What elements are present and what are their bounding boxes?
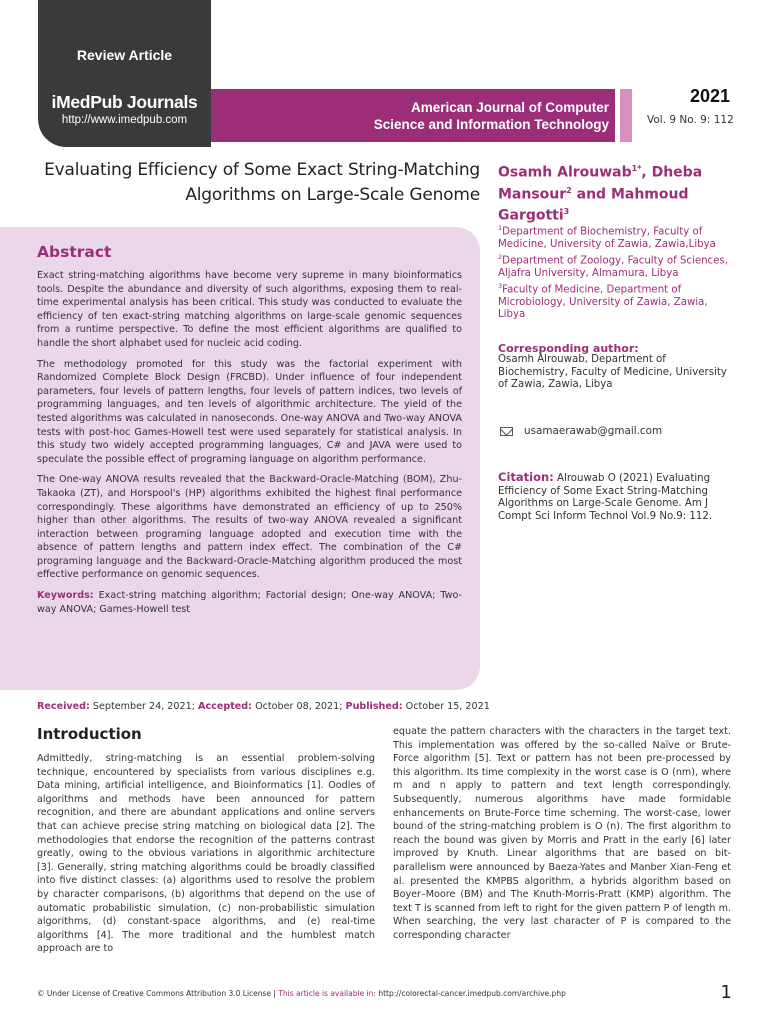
received-date: September 24, 2021; — [92, 701, 195, 712]
introduction-heading: Introduction — [37, 725, 142, 743]
available-url[interactable]: http://colorectal-cancer.imedpub.com/archive.php — [378, 989, 566, 998]
author-list: Osamh Alrouwab$^{1*}$, Dheba Mansour$^2$ and Mahmoud Gargotti$^3$ — [498, 164, 703, 224]
keywords-text: Exact-string matching algorithm; Factorial design; One-way ANOVA; Two-way ANOVA; Games-Howell test — [37, 590, 462, 615]
received-label: Received: — [37, 701, 90, 712]
brand-url[interactable]: http://www.imedpub.com — [61, 114, 188, 126]
affiliation-sup: 2 — [498, 252, 503, 261]
affiliation-item — [498, 280, 738, 321]
author-name: Dheba Mansour — [498, 164, 703, 203]
affiliation-text: Faculty of Medicine, Department of Microbiology, University of Zawia, Zawia, Libya — [498, 284, 708, 320]
accepted-date: October 08, 2021; — [255, 701, 343, 712]
mail-icon — [500, 426, 513, 437]
journal-brand-panel — [38, 0, 211, 147]
page-number: 1 — [720, 982, 732, 1003]
abstract-body — [37, 269, 462, 623]
journal-band — [211, 89, 615, 142]
author-name: Osamh Alrouwab — [498, 164, 632, 181]
email-row[interactable] — [500, 425, 662, 437]
affiliation-sup: 3 — [498, 281, 503, 290]
corresponding-text: Osamh Alrouwab, Department of Biochemistry, Faculty of Medicine, University of Zawia, Zawia, Libya — [498, 354, 727, 390]
abstract-paragraph: The methodology promoted for this study was the factorial experiment with Randomized Complete Block Design (FRCBD). Under influence of four independent parameters, four levels of pattern lengths, four levels of pattern indices, two levels of programming languages, and ten levels of algorithmic architecture. The yield of the tested algorithms was calculated in nanoseconds. One-way ANOVA and Two-way ANOVA tests with post-hoc Games-Howell test were used separately for statistical analysis. In this study two widely accepted programming languages, C# and JAVA were used to speculate the possible effect of programing language on algorithm performance. — [37, 358, 462, 465]
affiliation-item — [498, 222, 738, 251]
corresponding-label: Corresponding author: — [498, 342, 639, 355]
abstract-paragraph: The One-way ANOVA results revealed that the Backward-Oracle-Matching (BOM), Zhu-Takaoka (ZT), and Horspool's (HP) algorithms exhibited the highest final performance correspondingly. These algorithms have demonstrated an efficiency of up to 250% higher than other algorithms. The results of two-way ANOVA revealed a significant interaction between programing language adopted and execution time with the absence of pattern lengths and pattern index effect. The combination of the C# programing language and the Backward-Oracle-Matching algorithm produced the most effective performance on genomic sequences. — [37, 474, 462, 581]
introduction-left-column: Admittedly, string-matching is an essential problem-solving technique, encountered by specialists from various disciplines e.g. Data mining, artificial intelligence, and Bioinformatics [1]. Oodles of algorithms and methods have been announced for pattern recognition, and there are abundant applications and online servers that can achieve precise string matching on biological data [2]. The methodologies that endorse the recognition of the patterns contrast greatly, owing to the obvious variations in algorithmic architecture [3]. Generally, string matching algorithms could be broadly classified into five distinct classes: (a) algorithms used to resolve the problem by character comparisons, (b) algorithms that depend on the use of automatic probabilistic simulation, (c) non-probabilistic simulation algorithms, (d) constant-space algorithms, and (e) real-time algorithms [4]. The more traditional and the humblest match approach are to — [37, 753, 375, 955]
band-strip — [620, 89, 632, 142]
email-address[interactable]: usamaerawab@gmail.com — [524, 425, 663, 437]
page-footer — [37, 989, 566, 998]
affiliation-sup: 1 — [498, 224, 503, 232]
affiliation-item — [498, 251, 738, 280]
abstract-heading: Abstract — [37, 243, 112, 261]
keywords-label: Keywords: — [37, 590, 94, 602]
article-title: Evaluating Efficiency of Some Exact String-Matching Algorithms on Large-Scale Genome — [44, 160, 480, 205]
accepted-label: Accepted: — [198, 701, 252, 712]
license-text: © Under License of Creative Commons Attribution 3.0 License | — [37, 989, 276, 998]
keywords — [37, 589, 462, 616]
journal-name — [374, 99, 609, 133]
author-sup: 2 — [566, 185, 572, 195]
author-sup: 3 — [563, 207, 570, 217]
author-sup: 1* — [631, 164, 642, 173]
journal-name-line1: American Journal of Computer — [410, 100, 609, 115]
abstract-paragraph: Exact string-matching algorithms have become very supreme in many bioinformatics tools. Despite the abundance and diversity of such algorithms, exposing them to real-time experimental analysis has been critical. This study was conducted to evaluate the efficiency of ten exact-string matching algorithms on large-scale genomic sequences from a runtime perspective. To define the most efficient algorithms are qualified to handle the short alphabet used for nucleic acid coding. — [37, 270, 462, 349]
introduction-right-column: equate the pattern characters with the characters in the target text. This implementation was offered by the so-called Naïve or Brute-Force algorithm [5]. Text or pattern has not been pre-processed by this algorithm. Its time complexity in the worst case is O (nm), where m and n apply to pattern and text length correspondingly. Subsequently, numerous algorithms have made formidable enhancements on Brute-Force time scheming. The worst-case, lower bound of the string-matching problem is O (n). The first algorithm to reach the bound was given by Morris and Pratt in the early [6] later improved by Knuth. Linear algorithms that are based on bit-parallelism were announced by Baeza-Yates and Manber Xian-Feng et al. presented the KMPBS algorithm, a hybrids algorithm based on Boyer–Moore (BM) and The Knuth-Morris-Pratt (KMP) algorithm. The text T is scanned from left to right for the given pattern P of length m. When searching, the very last character of P is compared to the corresponding character — [393, 726, 731, 941]
affiliation-text: Department of Zoology, Faculty of Sciences, Aljafra University, Almamura, Libya — [498, 255, 728, 279]
citation-label: Citation: — [498, 470, 554, 484]
published-label: Published: — [345, 701, 403, 712]
volume-info: Vol. 9 No. 9: 112 — [647, 114, 734, 126]
journal-name-line2: Science and Information Technology — [373, 117, 609, 132]
affiliations — [498, 222, 738, 321]
available-label: This article is available in: — [278, 989, 376, 998]
article-dates — [37, 701, 490, 712]
brand-name: iMedPub Journals — [51, 92, 198, 112]
citation-text: Alrouwab O (2021) Evaluating Efficiency of Some Exact String-Matching Algorithms on Large-Scale Genome. Am J Compt Sci Inform Technol Vol.9 No.9: 112. — [498, 473, 713, 522]
publication-year: 2021 — [689, 86, 730, 106]
article-type: Review Article — [76, 47, 173, 63]
citation — [498, 471, 738, 523]
author-name: Mahmoud Gargotti — [498, 186, 689, 224]
published-date: October 15, 2021 — [405, 701, 490, 712]
affiliation-text: Department of Biochemistry, Faculty of Medicine, University of Zawia, Zawia,Libya — [498, 226, 716, 250]
